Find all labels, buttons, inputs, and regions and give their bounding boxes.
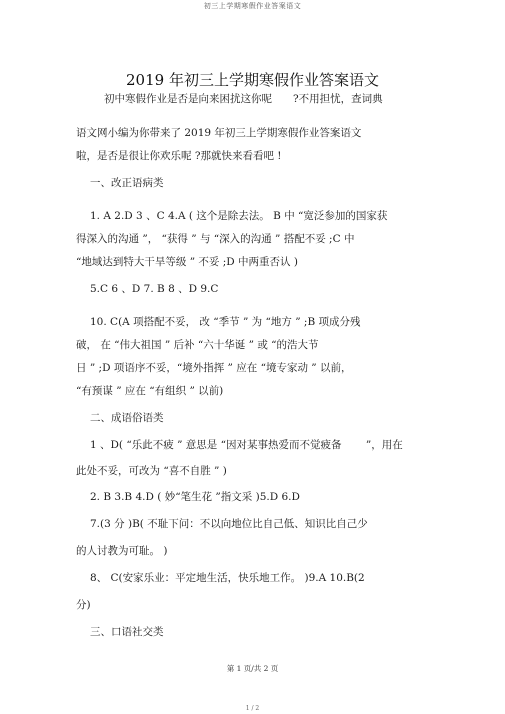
- intro-line-2: 语文网小编为你带来了 2019 年初三上学期寒假作业答案语文: [76, 127, 362, 139]
- answer-line: 分): [76, 599, 91, 611]
- answer-line: 1. A 2.D 3 、C 4.A ( 这个是除去法。 B 中 “宽泛参加的国家获: [90, 210, 388, 222]
- answer-line: 破， 在 “伟大祖国 ” 后补 “六十华诞 ” 或 “的浩大节: [76, 339, 319, 351]
- document-title: 2019 年初三上学期寒假作业答案语文: [126, 71, 379, 89]
- answer-line: 得深入的沟通 ”， “获得 ” 与 “深入的沟通 ” 搭配不妥 ;C 中: [76, 233, 355, 245]
- page-footer: 第 1 页/共 2 页: [226, 664, 279, 673]
- answer-line: 的人讨教为可耻。 ): [76, 545, 168, 557]
- intro-line-3: 啦，是否是很让你欢乐呢 ?那就快来看看吧 !: [76, 150, 282, 162]
- answer-line: 2. B 3.B 4.D ( 妙“笔生花 ”指文采 )5.D 6.D: [90, 491, 300, 503]
- answer-line: 8、 C(安家乐业：平定地生活，快乐地工作。 )9.A 10.B(2: [90, 572, 365, 584]
- answer-line: 10. C(A 项搭配不妥， 改 “季节 ” 为 “地方 ” ;B 项成分残: [90, 316, 361, 328]
- answer-line: 5.C 6 、D 7. B 8 、D 9.C: [90, 283, 219, 295]
- answer-line: 此处不妥，可改为 “喜不自胜 ” ): [76, 465, 227, 477]
- answer-line: 1 、D( “乐此不疲 ” 意思是 “因对某事热爱而不觉疲备 ”，用在: [90, 439, 403, 451]
- answer-line: 7.(3 分 )B( 不耻下问：不以向地位比自己低、知识比自己少: [90, 518, 368, 530]
- page-number-indicator: 1 / 2: [245, 705, 260, 712]
- answer-line: “地域达到特大干旱等级 ” 不妥 ;D 中两重否认 ): [76, 256, 298, 268]
- section-heading-1: 一、改正语病类: [90, 177, 164, 189]
- answer-line: “有预谋 ” 应在 “有组织 ” 以前): [76, 385, 224, 397]
- answer-line: 日 ” ;D 项语序不妥，“境外指挥 ” 应在 “境专家动 ” 以前，: [76, 362, 352, 374]
- page-header: 初三上学期寒假作业答案语文: [203, 2, 302, 10]
- section-heading-3: 三、口语社交类: [90, 626, 164, 638]
- intro-line-1: 初中寒假作业是否是向来困扰这你呢 ?不用担忧，查词典: [104, 93, 383, 105]
- section-heading-2: 二、成语俗语类: [90, 412, 164, 424]
